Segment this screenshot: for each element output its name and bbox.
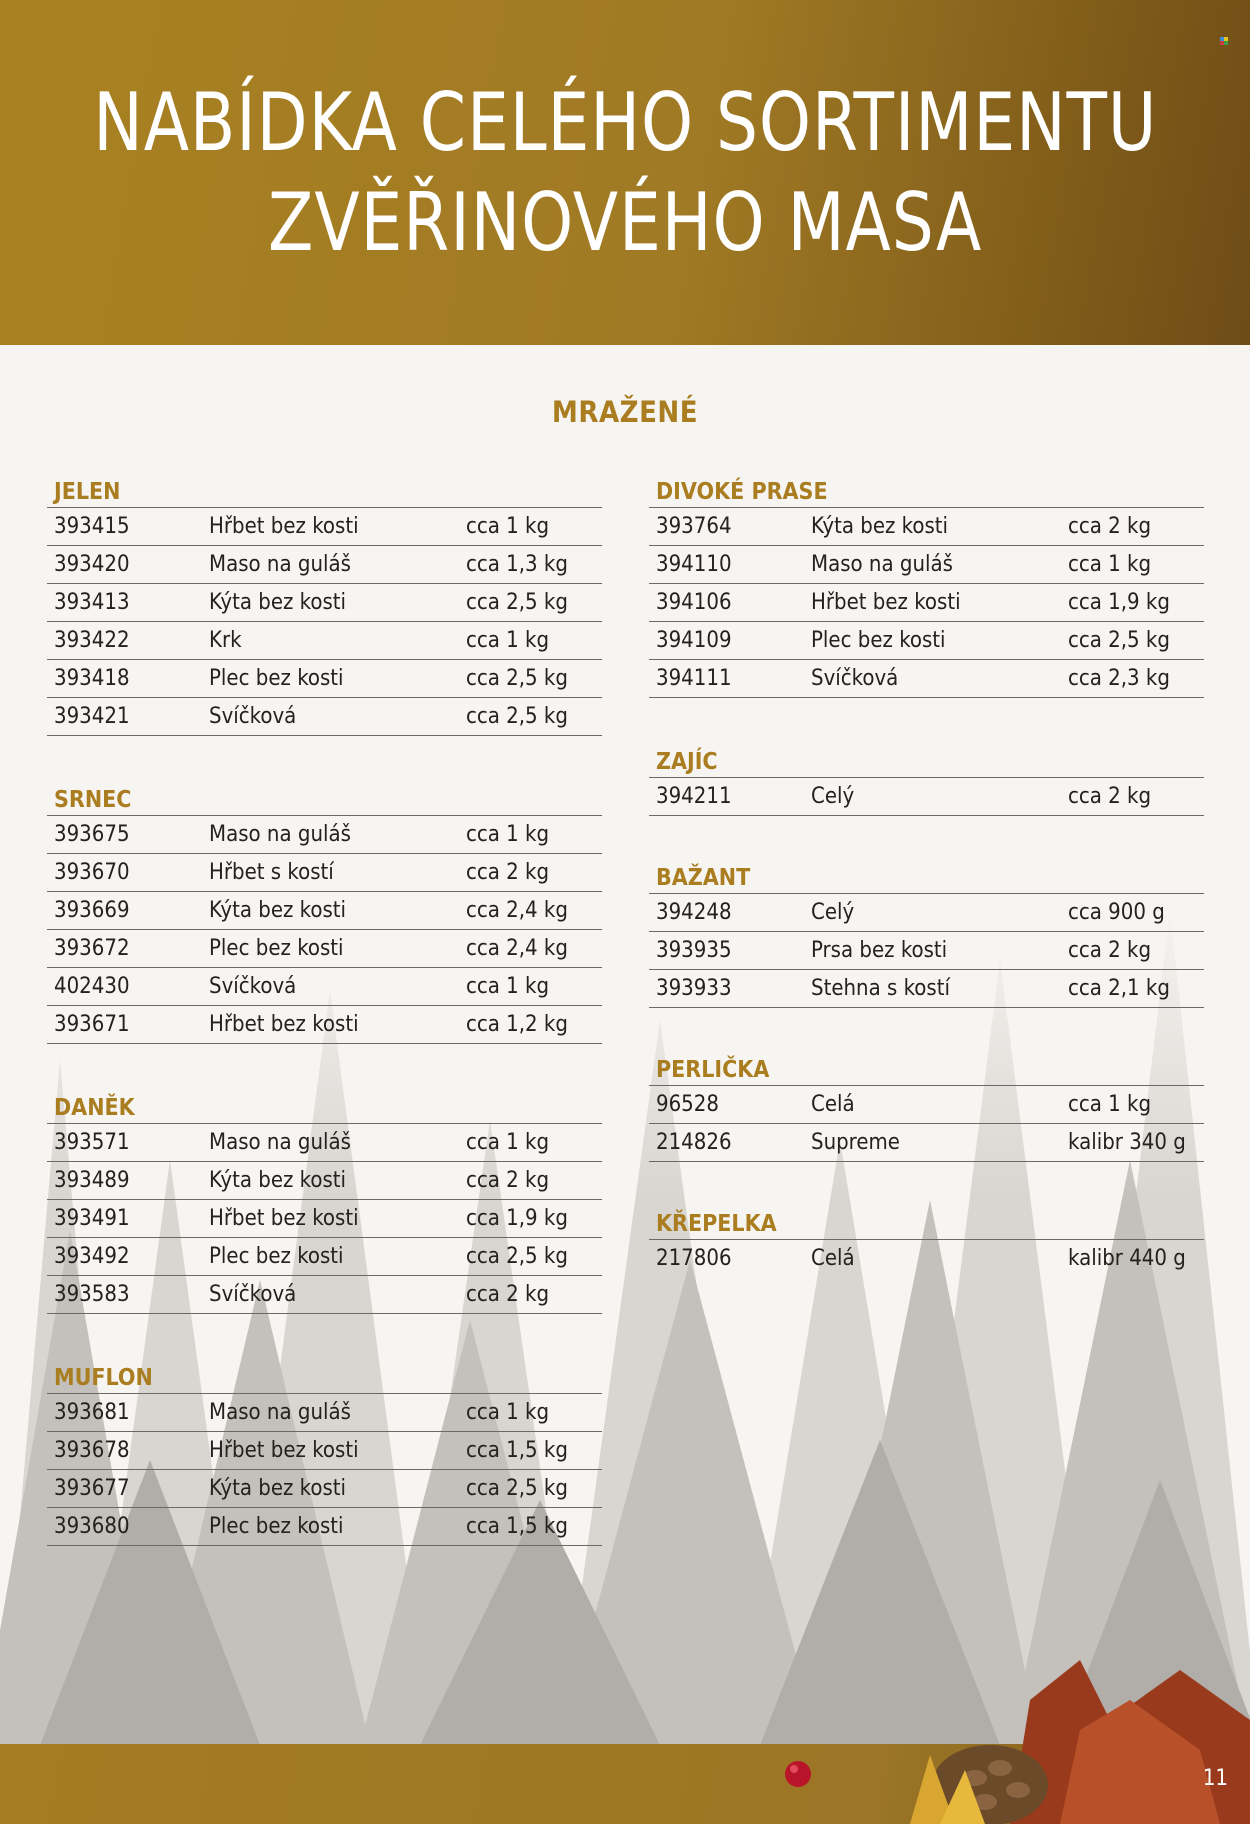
section-heading: SRNEC xyxy=(47,777,602,816)
product-weight: cca 1 kg xyxy=(466,628,550,653)
section-srnec xyxy=(47,777,602,1044)
section-perlicka xyxy=(649,1047,1204,1162)
table-row xyxy=(649,1240,1204,1277)
product-name: Celý xyxy=(811,900,855,925)
product-code: 96528 xyxy=(656,1092,719,1117)
section-jelen xyxy=(47,469,602,736)
product-weight: cca 1 kg xyxy=(1068,552,1152,577)
product-weight: cca 1,2 kg xyxy=(466,1012,568,1037)
product-name: Krk xyxy=(209,628,242,653)
product-code: 393671 xyxy=(54,1012,130,1037)
table-row xyxy=(47,816,602,854)
product-code: 393672 xyxy=(54,936,130,961)
product-code: 394111 xyxy=(656,666,732,691)
product-name: Maso na guláš xyxy=(209,1400,351,1425)
page-title-line-2: ZVĚŘINOVÉHO MASA xyxy=(267,175,983,269)
section-heading: JELEN xyxy=(47,469,602,508)
product-weight: cca 1 kg xyxy=(466,822,550,847)
product-weight: cca 2,1 kg xyxy=(1068,976,1170,1001)
product-code: 393415 xyxy=(54,514,130,539)
product-weight: cca 1 kg xyxy=(466,514,550,539)
product-name: Maso na guláš xyxy=(811,552,953,577)
product-code: 393571 xyxy=(54,1130,130,1155)
product-name: Plec bez kosti xyxy=(811,628,946,653)
product-code: 393422 xyxy=(54,628,130,653)
page-title-line-1: NABÍDKA CELÉHO SORTIMENTU xyxy=(92,75,1158,169)
product-name: Svíčková xyxy=(811,666,899,691)
product-code: 393933 xyxy=(656,976,732,1001)
table-row xyxy=(47,892,602,930)
product-code: 393680 xyxy=(54,1514,130,1539)
product-name: Hřbet bez kosti xyxy=(209,1012,359,1037)
table-row xyxy=(47,1200,602,1238)
product-name: Hřbet bez kosti xyxy=(811,590,961,615)
product-weight: cca 1,9 kg xyxy=(466,1206,568,1231)
product-code: 393675 xyxy=(54,822,130,847)
table-row xyxy=(47,854,602,892)
product-weight: cca 2,5 kg xyxy=(466,590,568,615)
product-code: 393678 xyxy=(54,1438,130,1463)
product-weight: cca 1 kg xyxy=(466,1130,550,1155)
table-row xyxy=(649,660,1204,698)
product-code: 394106 xyxy=(656,590,732,615)
logo-dots-icon xyxy=(1220,37,1228,45)
section-heading: BAŽANT xyxy=(649,855,1204,894)
product-name: Maso na guláš xyxy=(209,822,351,847)
section-heading: ZAJÍC xyxy=(649,739,1204,778)
table-row xyxy=(47,660,602,698)
table-row xyxy=(649,622,1204,660)
product-name: Plec bez kosti xyxy=(209,666,344,691)
section-zajic xyxy=(649,739,1204,816)
product-code: 393681 xyxy=(54,1400,130,1425)
product-weight: cca 2,4 kg xyxy=(466,898,568,923)
table-row xyxy=(47,1124,602,1162)
header-banner xyxy=(0,0,1250,345)
table-row xyxy=(649,1086,1204,1124)
product-code: 393489 xyxy=(54,1168,130,1193)
section-heading: PERLIČKA xyxy=(649,1047,1204,1086)
product-weight: cca 1 kg xyxy=(1068,1092,1152,1117)
product-weight: cca 1,5 kg xyxy=(466,1438,568,1463)
product-code: 394110 xyxy=(656,552,732,577)
product-weight: cca 1 kg xyxy=(466,1400,550,1425)
product-code: 394211 xyxy=(656,784,732,809)
section-heading: KŘEPELKA xyxy=(649,1201,1204,1240)
product-name: Kýta bez kosti xyxy=(209,1168,347,1193)
section-heading: DIVOKÉ PRASE xyxy=(649,469,1204,508)
table-row xyxy=(649,508,1204,546)
product-name: Hřbet bez kosti xyxy=(209,514,359,539)
product-weight: kalibr 340 g xyxy=(1068,1130,1186,1155)
table-row xyxy=(47,1006,602,1044)
product-code: 393421 xyxy=(54,704,130,729)
section-bazant xyxy=(649,855,1204,1008)
product-code: 393420 xyxy=(54,552,130,577)
product-weight: cca 2,4 kg xyxy=(466,936,568,961)
product-weight: cca 2 kg xyxy=(1068,784,1152,809)
section-heading: DANĚK xyxy=(47,1085,602,1124)
product-name: Kýta bez kosti xyxy=(209,898,347,923)
product-code: 393491 xyxy=(54,1206,130,1231)
table-row xyxy=(649,970,1204,1008)
product-weight: cca 1 kg xyxy=(466,974,550,999)
product-name: Svíčková xyxy=(209,974,297,999)
product-name: Celý xyxy=(811,784,855,809)
table-row xyxy=(47,1276,602,1314)
table-row xyxy=(47,1238,602,1276)
product-name: Celá xyxy=(811,1092,855,1117)
table-row xyxy=(47,1162,602,1200)
product-weight: cca 2 kg xyxy=(466,1168,550,1193)
product-name: Hřbet bez kosti xyxy=(209,1206,359,1231)
table-row xyxy=(649,778,1204,816)
table-row xyxy=(649,894,1204,932)
product-weight: cca 2 kg xyxy=(1068,514,1152,539)
product-name: Kýta bez kosti xyxy=(209,1476,347,1501)
product-name: Hřbet s kostí xyxy=(209,860,334,885)
table-row xyxy=(47,584,602,622)
product-weight: kalibr 440 g xyxy=(1068,1246,1186,1271)
product-name: Maso na guláš xyxy=(209,552,351,577)
product-weight: cca 2,5 kg xyxy=(466,1476,568,1501)
product-name: Plec bez kosti xyxy=(209,1244,344,1269)
product-code: 393413 xyxy=(54,590,130,615)
product-weight: cca 2,5 kg xyxy=(466,1244,568,1269)
table-row xyxy=(649,584,1204,622)
product-weight: cca 2 kg xyxy=(1068,938,1152,963)
product-weight: cca 900 g xyxy=(1068,900,1165,925)
section-divoke-prase xyxy=(649,469,1204,698)
table-row xyxy=(47,698,602,736)
table-row xyxy=(47,1394,602,1432)
product-code: 217806 xyxy=(656,1246,732,1271)
section-krepelka xyxy=(649,1201,1204,1277)
product-weight: cca 1,3 kg xyxy=(466,552,568,577)
product-code: 393935 xyxy=(656,938,732,963)
product-code: 393492 xyxy=(54,1244,130,1269)
product-weight: cca 2,5 kg xyxy=(466,666,568,691)
product-weight: cca 2 kg xyxy=(466,1282,550,1307)
product-code: 393677 xyxy=(54,1476,130,1501)
product-code: 394109 xyxy=(656,628,732,653)
product-code: 393670 xyxy=(54,860,130,885)
table-row xyxy=(47,622,602,660)
product-code: 393418 xyxy=(54,666,130,691)
product-name: Plec bez kosti xyxy=(209,1514,344,1539)
product-code: 214826 xyxy=(656,1130,732,1155)
product-weight: cca 1,9 kg xyxy=(1068,590,1170,615)
product-name: Kýta bez kosti xyxy=(811,514,949,539)
table-row xyxy=(47,968,602,1006)
table-row xyxy=(47,1508,602,1546)
product-name: Stehna s kostí xyxy=(811,976,950,1001)
section-muflon xyxy=(47,1355,602,1546)
product-code: 393669 xyxy=(54,898,130,923)
product-name: Svíčková xyxy=(209,704,297,729)
product-code: 393764 xyxy=(656,514,732,539)
product-code: 402430 xyxy=(54,974,130,999)
product-code: 394248 xyxy=(656,900,732,925)
category-subtitle: MRAŽENÉ xyxy=(551,395,699,429)
product-name: Prsa bez kosti xyxy=(811,938,948,963)
product-name: Kýta bez kosti xyxy=(209,590,347,615)
table-row xyxy=(47,546,602,584)
table-row xyxy=(47,1470,602,1508)
page-number: 11 xyxy=(1202,1766,1228,1791)
product-name: Svíčková xyxy=(209,1282,297,1307)
table-row xyxy=(47,930,602,968)
table-row xyxy=(649,1124,1204,1162)
product-name: Supreme xyxy=(811,1130,900,1155)
product-code: 393583 xyxy=(54,1282,130,1307)
product-name: Hřbet bez kosti xyxy=(209,1438,359,1463)
table-row xyxy=(649,932,1204,970)
table-row xyxy=(649,546,1204,584)
product-name: Celá xyxy=(811,1246,855,1271)
product-name: Plec bez kosti xyxy=(209,936,344,961)
autumn-leaves-pinecone-icon xyxy=(780,1660,1250,1824)
product-name: Maso na guláš xyxy=(209,1130,351,1155)
section-heading: MUFLON xyxy=(47,1355,602,1394)
product-weight: cca 1,5 kg xyxy=(466,1514,568,1539)
table-row xyxy=(47,508,602,546)
product-weight: cca 2 kg xyxy=(466,860,550,885)
product-weight: cca 2,5 kg xyxy=(466,704,568,729)
product-weight: cca 2,5 kg xyxy=(1068,628,1170,653)
table-row xyxy=(47,1432,602,1470)
product-weight: cca 2,3 kg xyxy=(1068,666,1170,691)
section-danek xyxy=(47,1085,602,1314)
